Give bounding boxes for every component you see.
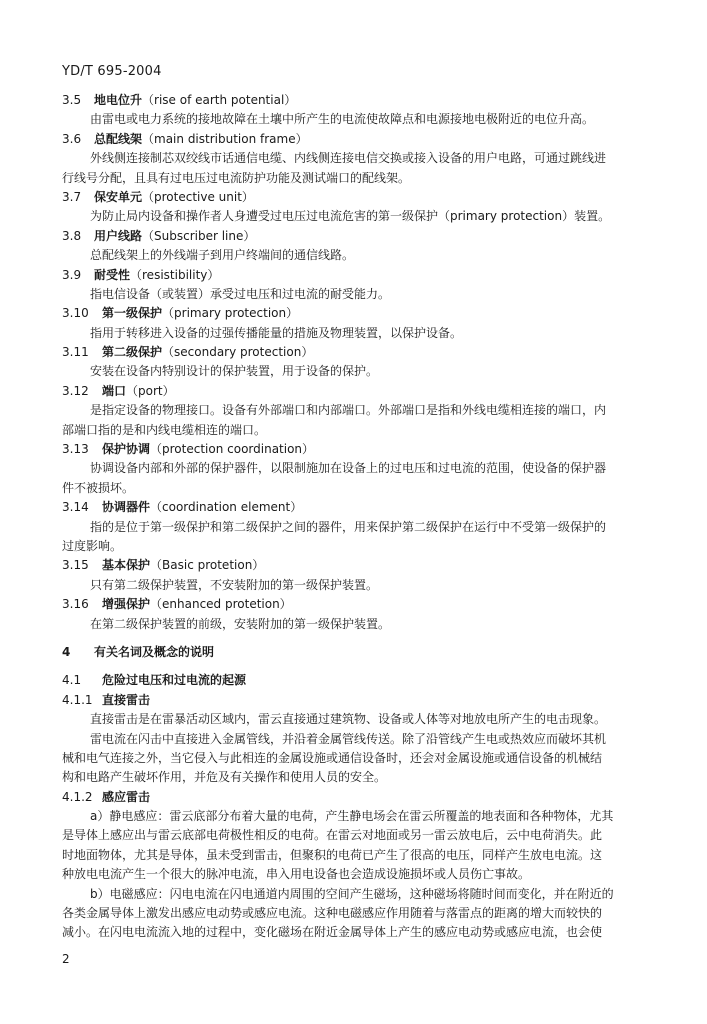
subsection-heading: [62, 671, 668, 690]
definition-english-term: （port）: [126, 383, 175, 398]
definition-english-term: （resistibility）: [130, 267, 220, 282]
paragraph-line: 各类金属导体上激发出感应电动势或感应电流。这种电磁感应作用随着与落雷点的距离的增大而较快的: [62, 906, 603, 921]
definition-english-term: （Subscriber line）: [142, 228, 256, 243]
definition-body-line: 协调设备内部和外部的保护器件，以限制施加在设备上的过电压和过电流的范围，使设备的保护器: [90, 461, 607, 476]
subsubsection-heading-number: 4.1.2: [62, 789, 93, 804]
definition-term: 基本保护: [102, 558, 151, 573]
section-gap: [62, 634, 668, 643]
section-title: 有关名词及概念的说明: [94, 644, 215, 659]
definition-term: 耐受性: [94, 267, 131, 282]
subsubsection-heading: [62, 788, 668, 807]
paragraph-line: 种放电电流产生一个很大的脉冲电流，串入用电设备也会造成设施损坏或人员伤亡事故。: [62, 867, 531, 882]
definition-term: 保安单元: [94, 189, 143, 204]
definition-heading: [62, 440, 668, 459]
definition-number: 3.10: [62, 306, 89, 321]
paragraph-line: 械和电气连接之外，当它侵入与此相连的金属设施或通信设备时，还会对金属设施或通信设备的机械结: [62, 750, 603, 765]
definition-heading: [62, 188, 668, 207]
section-heading: [62, 643, 668, 662]
definition-heading: [62, 595, 668, 614]
definition-term: 增强保护: [102, 597, 151, 612]
definition-body-line: 部端口指的是和内线电缆相连的端口。: [62, 422, 267, 437]
definition-number: 3.15: [62, 558, 89, 573]
definition-heading: [62, 343, 668, 362]
definition-term: 用户线路: [94, 228, 143, 243]
definition-body-line: 只有第二级保护装置，不安装附加的第一级保护装置。: [90, 577, 379, 592]
definition-heading: [62, 130, 668, 149]
definition-body-line: 总配线架上的外线端子到用户终端间的通信线路。: [90, 248, 355, 263]
subsubsection-heading-title: 感应雷击: [102, 789, 151, 804]
definition-body-line: 安装在设备内特别设计的保护装置，用于设备的保护。: [90, 364, 379, 379]
definition-english-term: （Basic protetion）: [150, 558, 265, 573]
definition-term: 保护协调: [102, 442, 151, 457]
definition-number: 3.6: [62, 131, 82, 146]
definition-term: 端口: [102, 383, 127, 398]
definition-number: 3.8: [62, 228, 82, 243]
paragraph-line: 时地面物体，尤其是导体，虽未受到雷击，但聚积的电荷已产生了很高的电压，同样产生放电电流。这: [62, 847, 603, 862]
definition-number: 3.12: [62, 383, 89, 398]
definition-heading: [62, 91, 668, 110]
definition-body-line: 是指定设备的物理接口。设备有外部端口和内部端口。外部端口是指和外线电缆相连接的端口，内: [90, 403, 607, 418]
document-body: [62, 91, 668, 943]
paragraph-line: 雷电流在闪击中直接进入金属管线，并沿着金属管线传送。除了沿管线产生电或热效应而破坏其机: [90, 731, 607, 746]
definition-heading: [62, 227, 668, 246]
definition-body-line: 由雷电或电力系统的接地故障在土壤中所产生的电流使故障点和电源接地电极附近的电位升高。: [90, 112, 595, 127]
definition-number: 3.7: [62, 189, 82, 204]
definition-body-line: 指的是位于第一级保护和第二级保护之间的器件，用来保护第二级保护在运行中不受第一级保护的: [90, 519, 607, 534]
definition-english-term: （coordination element）: [150, 500, 303, 515]
paragraph-line: 是导体上感应出与雷云底部电荷极性相反的电荷。在雷云对地面或另一雷云放电后，云中电荷消失。此: [62, 828, 603, 843]
subsection-heading-title: 危险过电压和过电流的起源: [102, 673, 247, 688]
definition-body-line: 为防止局内设备和操作者人身遭受过电压过电流危害的第一级保护（primary protection）装置。: [90, 209, 611, 224]
section-gap: [62, 662, 668, 671]
section-number: 4: [62, 644, 71, 659]
definition-body-line: 指用于转移进入设备的过强传播能量的措施及物理装置，以保护设备。: [90, 325, 463, 340]
paragraph-line: b）电磁感应：闪电电流在闪电通道内周围的空间产生磁场，这种磁场将随时间而变化，并在附近的: [90, 886, 614, 901]
definition-number: 3.13: [62, 442, 89, 457]
definition-number: 3.5: [62, 93, 82, 107]
subsubsection-heading: [62, 691, 668, 710]
page-number: 2: [62, 952, 70, 966]
document-id-header: YD/T 695-2004: [62, 64, 162, 79]
subsubsection-heading-title: 直接雷击: [102, 692, 151, 707]
definition-heading: [62, 498, 668, 517]
paragraph-line: a）静电感应：雷云底部分布着大量的电荷，产生静电场会在雷云所覆盖的地表面和各种物体，尤其: [90, 809, 614, 824]
definition-heading: [62, 304, 668, 323]
definition-heading: [62, 382, 668, 401]
definition-number: 3.9: [62, 267, 82, 282]
definition-english-term: （protective unit）: [142, 189, 254, 204]
definition-body-line: 件不被损坏。: [62, 480, 135, 495]
definition-english-term: （protection coordination）: [150, 442, 315, 457]
subsection-heading-number: 4.1: [62, 673, 82, 688]
definition-body-line: 指电信设备（或装置）承受过电压和过电流的耐受能力。: [90, 286, 391, 301]
definition-term: 协调器件: [102, 500, 151, 515]
definition-term: 第二级保护: [102, 345, 163, 360]
definition-term: 第一级保护: [102, 306, 163, 321]
paragraph-line: 直接雷击是在雷暴活动区域内，雷云直接通过建筑物、设备或人体等对地放电所产生的电击现象。: [90, 712, 607, 727]
definition-body-line: 外线侧连接制芯双绞线市话通信电缆、内线侧连接电信交换或接入设备的用户电路，可通过跳线进: [90, 151, 607, 166]
definition-body-line: 行线号分配，且具有过电压过电流防护功能及测试端口的配线架。: [62, 170, 411, 185]
definition-heading: [62, 556, 668, 575]
definition-english-term: （rise of earth potential）: [142, 93, 297, 107]
definition-number: 3.16: [62, 597, 89, 612]
definition-body-line: 过度影响。: [62, 538, 123, 553]
definition-term: 地电位升: [94, 93, 143, 107]
definition-body-line: 在第二级保护装置的前级，安装附加的第一级保护装置。: [90, 616, 391, 631]
paragraph-line: 构和电路产生破坏作用，并危及有关操作和使用人员的安全。: [62, 770, 387, 785]
definition-heading: [62, 266, 668, 285]
paragraph-line: 减小。在闪电电流流入地的过程中，变化磁场在附近金属导体上产生的感应电动势或感应电流，也会使: [62, 925, 603, 940]
definition-english-term: （enhanced protetion）: [150, 597, 292, 612]
definition-number: 3.14: [62, 500, 89, 515]
definition-english-term: （primary protection）: [162, 306, 299, 321]
definition-number: 3.11: [62, 345, 89, 360]
definition-english-term: （secondary protection）: [162, 345, 314, 360]
definition-term: 总配线架: [94, 131, 143, 146]
definition-english-term: （main distribution frame）: [142, 131, 308, 146]
subsubsection-heading-number: 4.1.1: [62, 692, 93, 707]
